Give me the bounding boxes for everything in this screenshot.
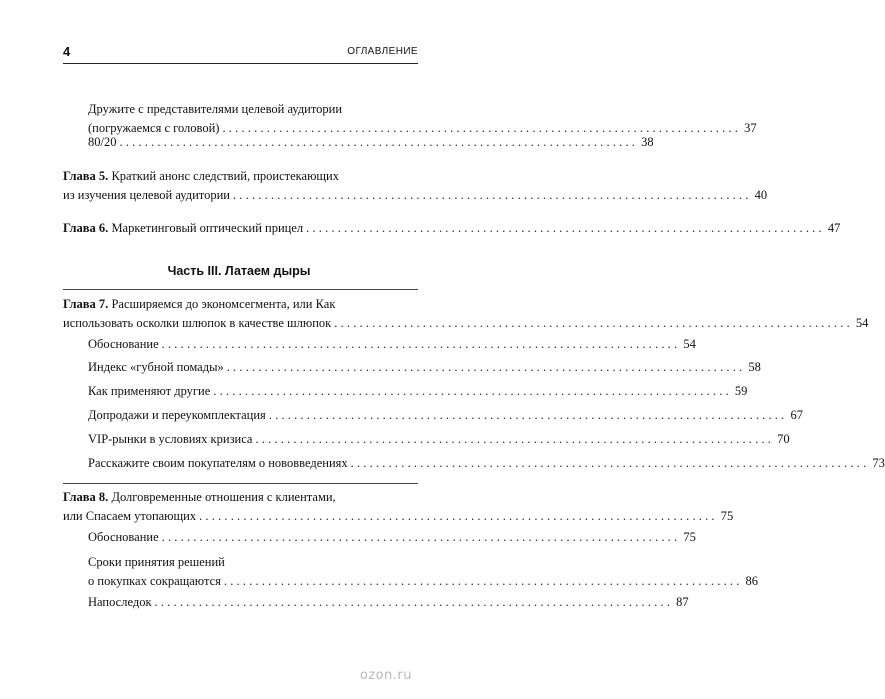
toc-entry-title-line2: из изучения целевой аудитории bbox=[63, 188, 230, 202]
dot-leader: .................................................................................. bbox=[199, 509, 718, 523]
toc-entry-title: Обоснование bbox=[88, 530, 159, 544]
toc-entry[interactable] bbox=[88, 133, 654, 152]
toc-entry-title-line1: Расширяемся до экономсегмента, или Как bbox=[111, 297, 336, 311]
toc-entry-title-line2: (погружаемся с головой) bbox=[88, 121, 220, 135]
toc-entry-title-line1: Краткий анонс следствий, проистекающих bbox=[111, 169, 339, 183]
dot-leader: .................................................................................. bbox=[222, 121, 742, 135]
dot-leader: .................................................................................. bbox=[226, 360, 746, 374]
toc-entry[interactable] bbox=[88, 406, 803, 425]
toc-entry[interactable] bbox=[88, 528, 696, 547]
dot-leader: .................................................................................. bbox=[119, 135, 639, 149]
dot-leader: .................................................................................. bbox=[334, 316, 853, 330]
toc-entry-title: 80/20 bbox=[88, 135, 117, 149]
toc-entry[interactable] bbox=[88, 454, 885, 473]
toc-entry-title: Маркетинговый оптический прицел bbox=[111, 221, 304, 235]
toc-entry-title-line1: Сроки принятия решений bbox=[88, 555, 225, 569]
toc-entry-title: Напоследок bbox=[88, 595, 152, 609]
dot-leader: .................................................................................. bbox=[161, 337, 681, 351]
toc-page-number: 73 bbox=[872, 456, 885, 470]
dot-leader: .................................................................................. bbox=[213, 384, 732, 398]
toc-page-number: 38 bbox=[641, 135, 654, 149]
toc-page-number: 86 bbox=[745, 574, 759, 588]
dot-leader: .................................................................................. bbox=[223, 574, 743, 588]
toc-entry-title: Как применяют другие bbox=[88, 384, 211, 398]
chapter-label: Глава 5. bbox=[63, 169, 109, 183]
watermark: ozon.ru bbox=[359, 668, 412, 683]
toc-entry[interactable] bbox=[88, 335, 696, 354]
toc-page-number: 70 bbox=[777, 432, 790, 446]
toc-chapter-entry[interactable] bbox=[63, 488, 734, 526]
toc-page-number: 40 bbox=[754, 188, 768, 202]
toc-entry-title: VIP-рынки в условиях кризиса bbox=[88, 432, 253, 446]
toc-entry[interactable] bbox=[88, 358, 761, 377]
toc-page-number: 75 bbox=[720, 509, 734, 523]
toc-entry[interactable] bbox=[88, 593, 689, 612]
chapter-label: Глава 7. bbox=[63, 297, 109, 311]
dot-leader: .................................................................................. bbox=[268, 408, 788, 422]
toc-entry-title: Обоснование bbox=[88, 337, 159, 351]
chapter-divider bbox=[63, 483, 418, 484]
toc-page-number: 75 bbox=[683, 530, 696, 544]
dot-leader: .................................................................................. bbox=[161, 530, 681, 544]
toc-page-number: 47 bbox=[827, 221, 841, 235]
toc-entry-title-line2: или Спасаем утопающих bbox=[63, 509, 197, 523]
chapter-label: Глава 6. bbox=[63, 221, 109, 235]
toc-page-number: 54 bbox=[855, 316, 869, 330]
toc-chapter-entry[interactable] bbox=[63, 167, 768, 205]
toc-entry[interactable] bbox=[88, 430, 790, 449]
dot-leader: .................................................................................. bbox=[350, 456, 870, 470]
toc-entry-title: Допродажи и переукомплектация bbox=[88, 408, 266, 422]
toc-entry-title-line2: о покупках сокращаются bbox=[88, 574, 221, 588]
dot-leader: .................................................................................. bbox=[232, 188, 752, 202]
toc-page-number: 59 bbox=[734, 384, 748, 398]
dot-leader: .................................................................................. bbox=[306, 221, 825, 235]
page-number: 4 bbox=[63, 44, 71, 59]
toc-chapter-entry[interactable] bbox=[63, 219, 841, 238]
dot-leader: .................................................................................. bbox=[255, 432, 775, 446]
chapter-label: Глава 8. bbox=[63, 490, 109, 504]
toc-entry-title-line2: использовать осколки шлюпок в качестве шлюпок bbox=[63, 316, 332, 330]
toc-entry-title-line1: Дружите с представителями целевой аудитории bbox=[88, 102, 343, 116]
part-heading: Часть III. Латаем дыры bbox=[167, 264, 311, 278]
toc-page-number: 37 bbox=[744, 121, 757, 135]
toc-page-number: 67 bbox=[790, 408, 803, 422]
toc-entry-title-line1: Долговременные отношения с клиентами, bbox=[111, 490, 336, 504]
part-divider bbox=[63, 289, 418, 290]
toc-page-number: 58 bbox=[748, 360, 761, 374]
toc-entry[interactable] bbox=[88, 382, 748, 401]
running-title: ОГЛАВЛЕНИЕ bbox=[347, 46, 418, 57]
toc-chapter-entry[interactable] bbox=[63, 295, 869, 333]
toc-entry-title: Индекс «губной помады» bbox=[88, 360, 224, 374]
toc-page-number: 54 bbox=[683, 337, 696, 351]
dot-leader: .................................................................................. bbox=[154, 595, 674, 609]
toc-entry[interactable] bbox=[88, 553, 759, 591]
toc-entry-title: Расскажите своим покупателям о нововведениях bbox=[88, 456, 348, 470]
toc-page-number: 87 bbox=[676, 595, 689, 609]
